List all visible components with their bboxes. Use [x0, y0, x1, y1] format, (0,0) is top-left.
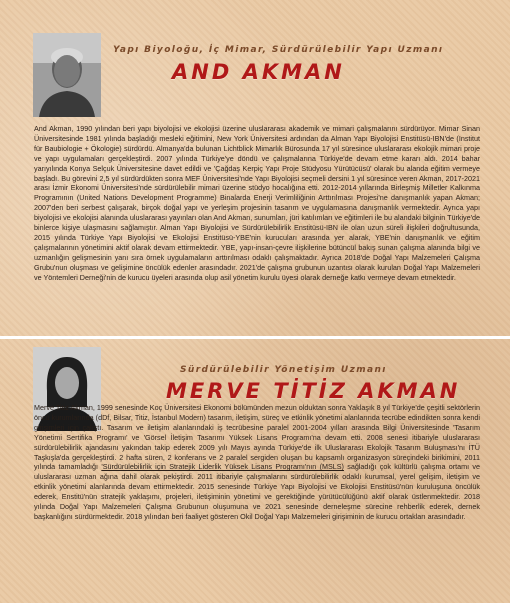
role-title: Sürdürülebilir Yönetişim Uzmanı	[180, 365, 387, 375]
biography-text: And Akman, 1990 yılından beri yapı biyolojisi ve ekolojisi üzerine uluslararası akademik ve mimari çalışmalarını sürdürüyor. Mimar Sinan Üniversitesinde 1981 yılında başladığı mesleki eğitimini, New York Üniversitesi ardından da Alman Yapı Biyolojisi Enstitüsü-IBN'de (Institut für Baubiologie + Ökologie) sürdürdü. Almanya'da bulunan Lichtblick Mimarlık Bürosunda 17 yıl süresince uluslararası ekolojik mimari proje ve yapı uygulamaları gerçekleştirdi. 2007 yılında Türkiye'ye döndü ve çalışmalarına Türkiye'de devam etme kararı aldı. 2014 bahar yarıyılında Konya Selçuk Üniversitesine davet edildi ve 'Çağdaş Kerpiç Yapı Proje Stüdyosu Yürütücüsü' olarak bu alanda eğitim vermeye başladı. Bu görevini 2,5 yıl sürdürdükten sonra MEF Üniversitesi'nde Yapı Biyolojisi seçmeli dersini 1 yıl süresince veren Akman, 2017-2021 arası İzmir Ekonomi Üniversitesi'nde sürdürülebilir mimari üzerine stüdyo hocalığına etti. 2012-2014 yıllarında Birleşmiş Milletler Kalkınma Programının (United Nations Development Programme) Binalarda Enerji Verimliliğinin Arttırılması Projesi'ne danışmanlık yapan Akman; 2007'den beri serbest çalışarak, birçok doğal yapı ve yerleşim projesinin tasarım ve uygulamasına danışmanlık vermektedir. Ayrıca yapı biyolojisi ve ekolojisi alanında uluslararası yayınları olan And Akman, sunumları, jüri katılımları ve eğitimleri ile bu alandaki bilginin Türkiye'de binlerce kişiye ulaşmasını sağlamıştır. Alman Yapı Biyolojisi ve Sürdürülebilirlik Enstitüsü-IBN ile olan uzun süreli ilişkileri doğrultusunda, 2015 yılında Türkiye Yapı Biyolojisi ve Ekolojisi Enstitüsü-YBE'nin kurucuları arasında yer alarak, YBE'nin danışmanlık ve eğitim çalışmalarının yönetimini aktif olarak devam ettirmektedir. YBE, yapı-insan-çevre ilişkilerine bütüncül bakış sunan çalışma alanında bilgi ve uzmanlığın gelişmesinin yanı sıra örnek uygulamaların arttırılması odaklı çalışmaktadır. Ayrıca 2018'de Doğal Yapı Malzemeleri Çalışma Grubu'nun oluşması ve gelişimine öncülük edenler arasındadır. 2021'de çalışma grubunun uzantısı olarak kurulan Doğal Yapı Malzemeleri ve Yöntemleri Derneği'nin de kurucu üyeleri arasında olup asil yönetim kurulu üyesi olarak derneğe katkı vermeye devam etmektedir.	[34, 124, 480, 282]
person-name: AND AKMAN	[172, 60, 345, 84]
biography-text-part-1: Merve Titiz Akman, 1999 senesinde Koç Üniversitesi Ekonomi bölümünden mezun olduktan sonra Yaklaşık 8 yıl Türkiye'de çeşitli sektörlerin öncü kurumlarında (dDf, Bilsar, Titiz, İstanbul Modern) tasarım, iletişim, süreç ve etkinlik yönetimi alanlarında tecrübe edindikten sonra kendi girişimleri için çalıştı. Tasarım ve iletişim alanlarındaki iş tecrübesine paralel 2001-2004 yılları arasında Bilgi Üniversitesinde 'Tasarım Yönetimi Sertifika Programı' ve 'Görsel İletişim Tasarımı Yüksek Lisans Programı'na devam etti. 2008 senesi itibariyle uluslararası sürdürülebilirlik ajandasını yakından takip ederek 2009 yılı Mayıs ayında Türkiye'de ilk Uluslararası Ekolojik Tasarım Buluşması'nı İTÜ Taşkışla'da gerçekleştirdi. 2 hafta süren, 2 konferans ve 2 paralel sergiden oluşan bu kapsamlı organizasyon süreçindeki birikimini, 2011 yılında tamamladığı	[34, 403, 480, 472]
msls-program-link[interactable]: 'Sürdürülebilirlik için Stratejik Liderlik Yüksek Lisans Programı'nın (MSLS)	[101, 462, 344, 472]
profile-merve-titiz-akman	[0, 339, 510, 603]
biography-text	[34, 403, 480, 522]
portrait-photo-and-akman	[33, 33, 101, 117]
biography-text-part-2: sağladığı çok kültürlü çalışma ortamı ve uluslararası uzman ağına dahil olarak pekiştirdi. 2011 itibariyle çalışmalarını sürdürülebilirlik odaklı kurumsal, yerel gelişim, iletişim ve etkinlik yönetimi alanlarında devam ettirmektedir. 2015 senesinde Türkiye Yapı Biyolojisi ve Ekolojisi Enstitüsü'nün kuruluşuna öncülük ederek, Enstitü'nün stratejik yaklaşımı, projeleri, iletişiminin yönetimi ve gerektiğinde yürütücülüğünü aktif olarak üstlenmektedir. 2018 yılında Doğal Yapı Malzemeleri Çalışma Grubunun oluşumuna ve 2021 senesinde derneleşme sürecine rehberlik ederek, dernek başkanlığını sürdürmektedir. 2018 yılından beri faaliyet gösteren Okil Doğal Yapı Malzemeleri girişiminin de kurucu ortakları arasındadır.	[34, 462, 480, 521]
person-name: MERVE TİTİZ AKMAN	[166, 379, 461, 403]
role-title: Yapı Biyoloğu, İç Mimar, Sürdürülebilir Yapı Uzmanı	[113, 45, 444, 55]
